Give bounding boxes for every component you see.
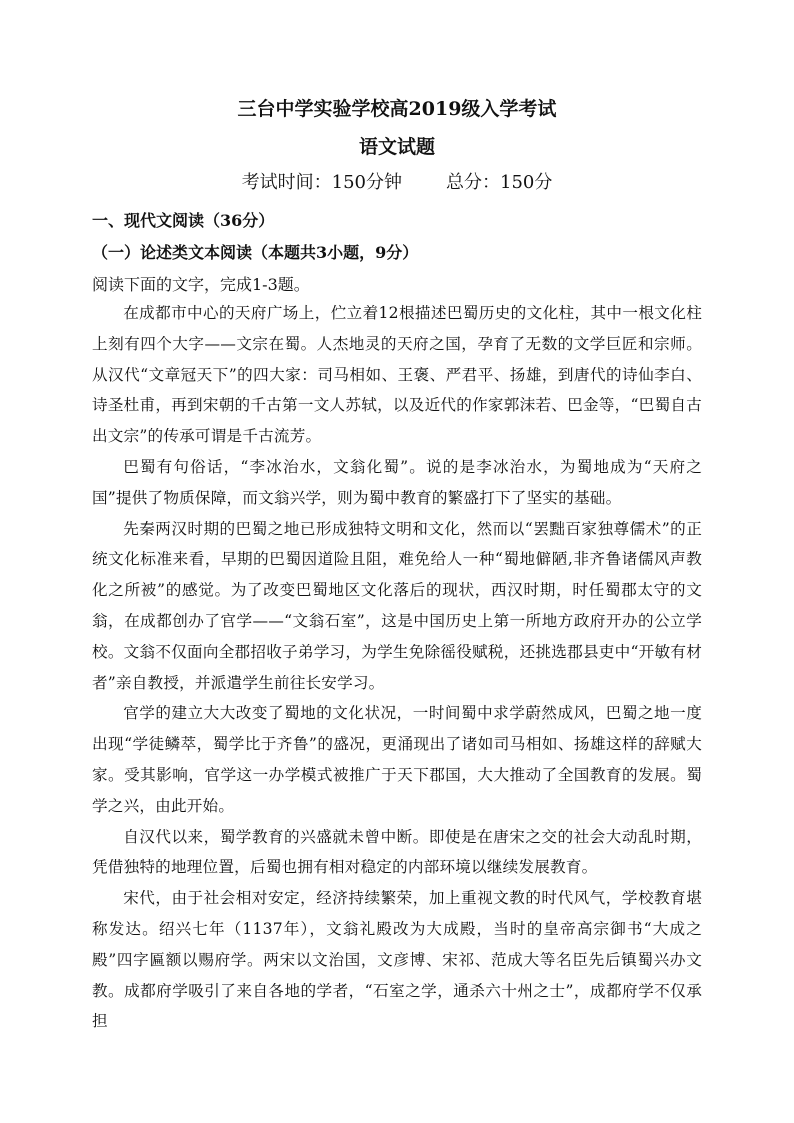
subsection-heading: （一）论述类文本阅读（本题共3小题，9分）: [92, 243, 419, 262]
passage-paragraph: 官学的建立大大改变了蜀地的文化状况，一时间蜀中求学蔚然成风，巴蜀之地一度出现“学徒鳞萃，蜀学比于齐鲁”的盛况，更涌现出了诸如司马相如、扬雄这样的辞赋大家。受其影响，官学这一办学模式被推广于天下郡国，大大推动了全国教育的发展。蜀学之兴，由此开始。: [92, 704, 702, 815]
exam-subject: 语文试题: [358, 136, 435, 158]
exam-meta: [0, 168, 794, 194]
passage-paragraph: 宋代，由于社会相对安定，经济持续繁荣，加上重视文教的时代风气，学校教育堪称发达。绍兴七年（1137年），文翁礼殿改为大成殿，当时的皇帝高宗御书“大成之殿”四字匾额以赐府学。两宋以文治国，文彦博、宋祁、范成大等名臣先后镇蜀兴办文教。成都府学吸引了来自各地的学者，“石室之学，通杀六十州之士”，成都府学不仅承担: [92, 889, 702, 1031]
exam-title: 三台中学实验学校高2019级入学考试: [237, 98, 557, 120]
passage-paragraph: 自汉代以来，蜀学教育的兴盛就未曾中断。即使是在唐宋之交的社会大动乱时期，凭借独特的地理位置，后蜀也拥有相对稳定的内部环境以继续发展教育。: [92, 827, 702, 877]
passage-paragraph: 巴蜀有句俗话，“李冰治水，文翁化蜀”。说的是李冰治水，为蜀地成为“天府之国”提供了物质保障，而文翁兴学，则为蜀中教育的繁盛打下了坚实的基础。: [92, 457, 702, 507]
exam-total: 总分：150分: [446, 172, 553, 193]
exam-time: 考试时间：150分钟: [241, 172, 402, 193]
passage-paragraph: 在成都市中心的天府广场上，伫立着12根描述巴蜀历史的文化柱，其中一根文化柱上刻有四个大字——文宗在蜀。人杰地灵的天府之国，孕育了无数的文学巨匠和宗师。从汉代“文章冠天下”的四大家：司马相如、王褒、严君平、扬雄，到唐代的诗仙李白、诗圣杜甫，再到宋朝的千古第一文人苏轼，以及近代的作家郭沫若、巴金等，“巴蜀自古出文宗”的传承可谓是千古流芳。: [92, 304, 702, 446]
passage-paragraph: 先秦两汉时期的巴蜀之地已形成独特文明和文化，然而以“罢黜百家独尊儒术”的正统文化标准来看，早期的巴蜀因道险且阻，难免给人一种“蜀地僻陋,非齐鲁诸儒风声教化之所被”的感觉。为了改变巴蜀地区文化落后的现状，西汉时期，时任蜀郡太守的文翁，在成都创办了官学——“文翁石室”，这是中国历史上第一所地方政府开办的公立学校。文翁不仅面向全郡招收子弟学习，为学生免除徭役赋税，还挑选郡县吏中“开敏有材者”亲自教授，并派遣学生前往长安学习。: [92, 519, 702, 692]
reading-instruction: 阅读下面的文字，完成1-3题。: [92, 275, 310, 294]
reading-passage: [92, 298, 702, 1037]
section-heading: 一、现代文阅读（36分）: [92, 211, 275, 230]
